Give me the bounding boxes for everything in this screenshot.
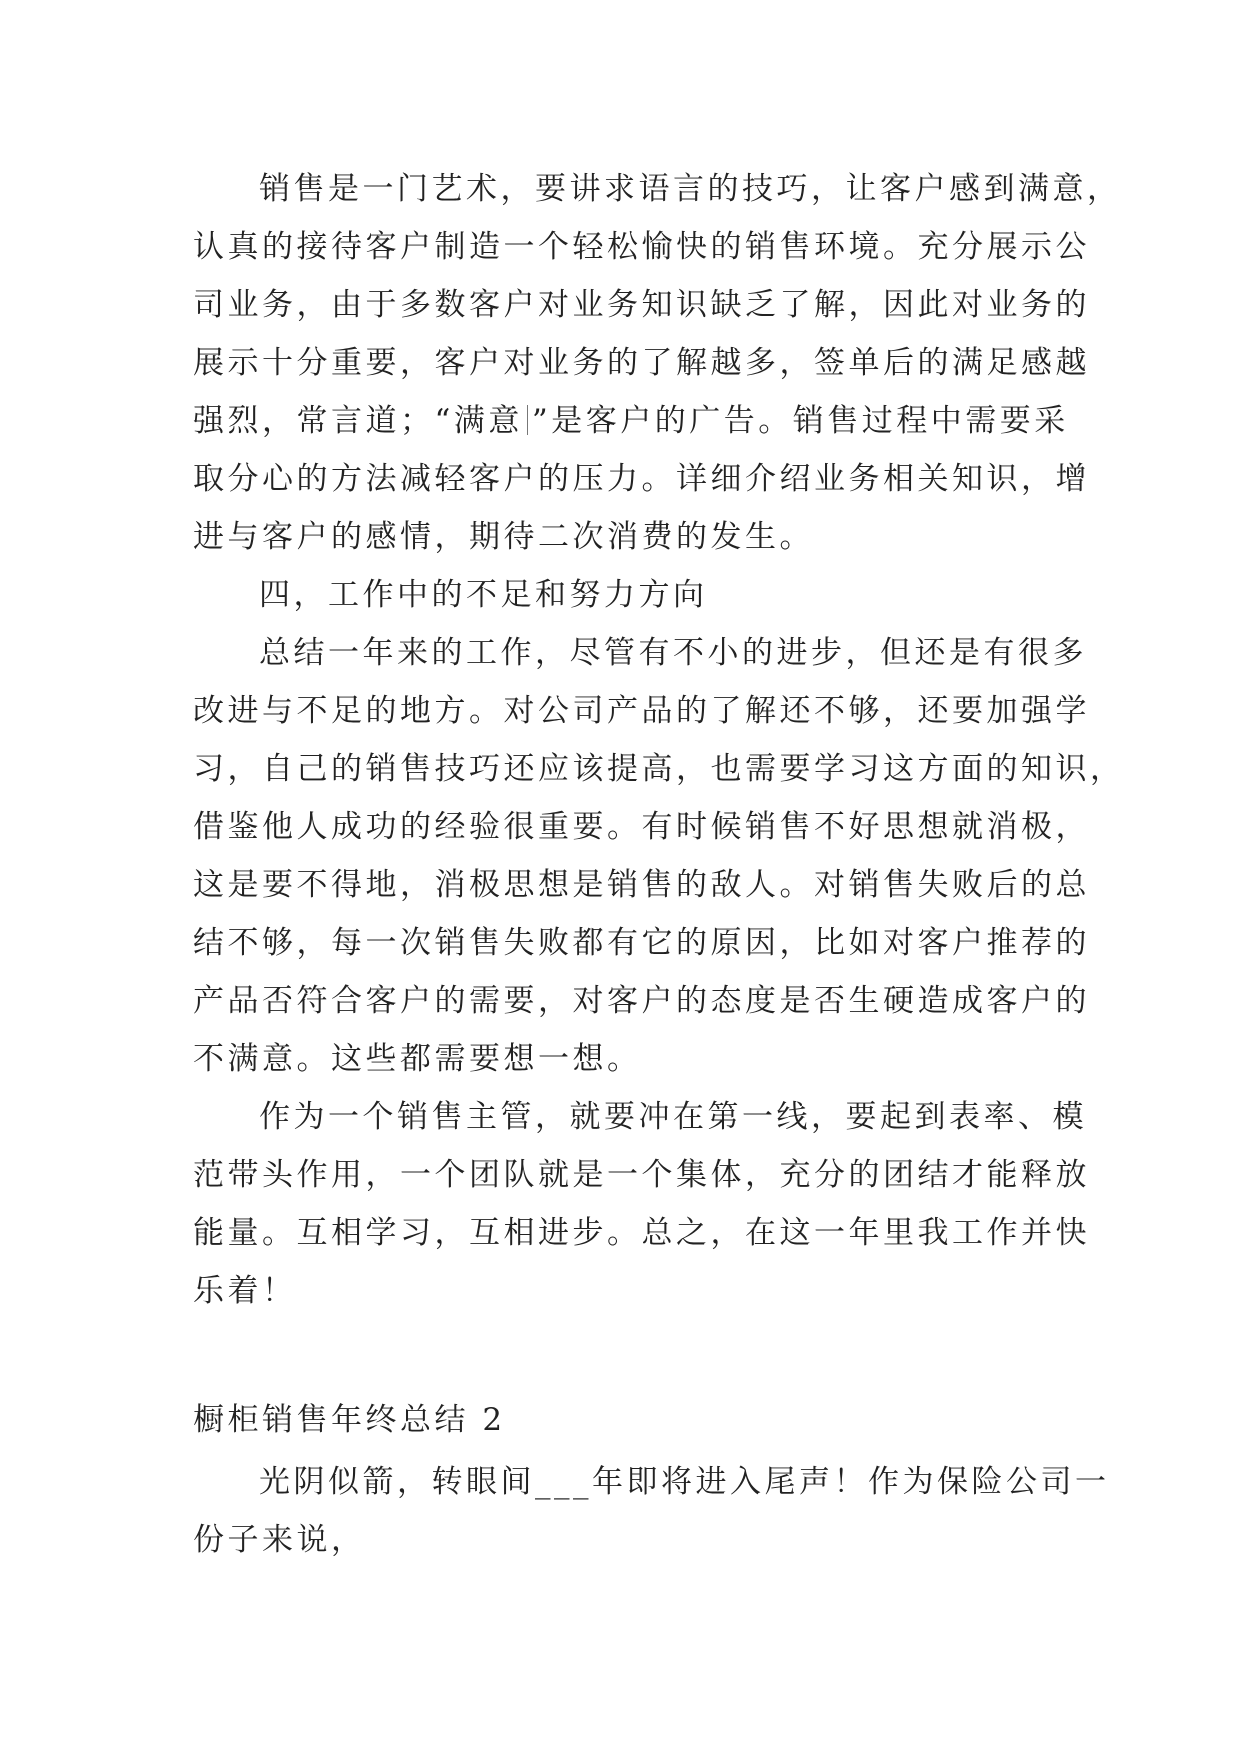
paragraph-line: 进与客户的感情，期待二次消费的发生。	[193, 519, 814, 555]
paragraph-sales-art	[193, 160, 1122, 566]
paragraph-line: 不满意。这些都需要想一想。	[193, 1041, 642, 1077]
paragraph-line: 习，自己的销售技巧还应该提高，也需要学习这方面的知识，	[193, 751, 1125, 787]
paragraph-line: 销售是一门艺术，要讲求语言的技巧，让客户感到满意，	[259, 171, 1122, 207]
paragraph-line: 能量。互相学习，互相进步。总之，在这一年里我工作并快	[193, 1215, 1090, 1251]
paragraph-summary	[193, 624, 1125, 1088]
text-cursor	[527, 405, 528, 435]
body-text-section-1	[193, 160, 1125, 1320]
paragraph-line-with-cursor	[193, 392, 1069, 450]
paragraph-line: 光阴似箭，转眼间___年即将进入尾声！作为保险公司一	[259, 1464, 1110, 1500]
body-text-section-2	[193, 1453, 1110, 1569]
paragraph-line: 结不够，每一次销售失败都有它的原因，比如对客户推荐的	[193, 925, 1090, 961]
paragraph-line: 产品否符合客户的需要，对客户的态度是否生硬造成客户的	[193, 983, 1090, 1019]
paragraph-line: 份子来说，	[193, 1522, 366, 1558]
paragraph-intro	[193, 1453, 1110, 1569]
paragraph-supervisor	[193, 1088, 1090, 1320]
section-2-title-block	[193, 1391, 1050, 1449]
section-heading-shortcomings: 四，工作中的不足和努力方向	[259, 577, 708, 613]
paragraph-line: 乐着！	[193, 1273, 297, 1309]
document-title: 橱柜销售年终总结 2	[193, 1402, 506, 1438]
paragraph-line: 取分心的方法减轻客户的压力。详细介绍业务相关知识，增	[193, 461, 1090, 497]
paragraph-line: 借鉴他人成功的经验很重要。有时候销售不好思想就消极，	[193, 809, 1090, 845]
line-segment: ”是客户的广告。销售过程中需要采	[531, 403, 1069, 439]
paragraph-line: 这是要不得地，消极思想是销售的敌人。对销售失败后的总	[193, 867, 1090, 903]
paragraph-line: 改进与不足的地方。对公司产品的了解还不够，还要加强学	[193, 693, 1090, 729]
paragraph-line: 总结一年来的工作，尽管有不小的进步，但还是有很多	[259, 635, 1087, 671]
paragraph-line: 司业务，由于多数客户对业务知识缺乏了解，因此对业务的	[193, 287, 1090, 323]
paragraph-line: 展示十分重要，客户对业务的了解越多，签单后的满足感越	[193, 345, 1090, 381]
paragraph-line: 范带头作用，一个团队就是一个集体，充分的团结才能释放	[193, 1157, 1090, 1193]
paragraph-line: 作为一个销售主管，就要冲在第一线，要起到表率、模	[259, 1099, 1087, 1135]
paragraph-line: 认真的接待客户制造一个轻松愉快的销售环境。充分展示公	[193, 229, 1090, 265]
line-segment: 强烈，常言道；“满意	[193, 403, 523, 439]
